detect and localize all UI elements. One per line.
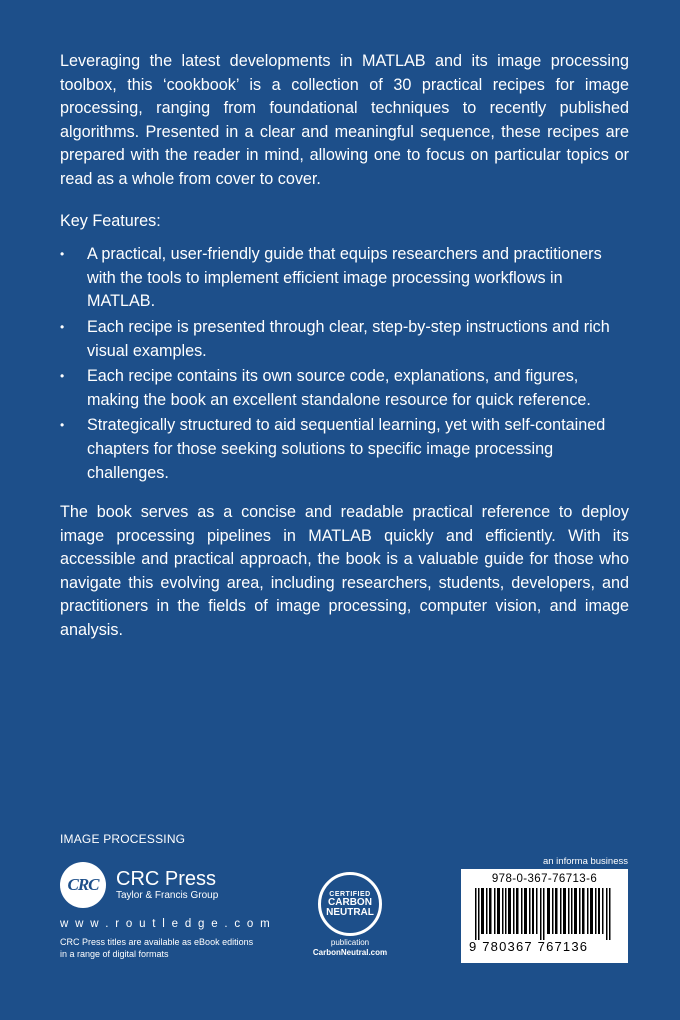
bullet-icon: • (60, 247, 65, 262)
ebook-note-line2: in a range of digital formats (60, 949, 169, 959)
carbon-neutral-badge (300, 872, 400, 957)
ebook-note-line1: CRC Press titles are available as eBook editions (60, 937, 254, 947)
back-cover-text (60, 50, 629, 643)
carbon-neutral-icon: CERTIFIED CARBON NEUTRAL (318, 872, 382, 936)
publisher-block (60, 862, 300, 960)
publisher-group: Taylor & Francis Group (116, 890, 219, 901)
summary-paragraph: The book serves as a concise and readable practical reference to deploy image processing pipelines in MATLAB quickly and efficiently. With its accessible and practical approach, the book is a valuable guide for those who navigate this evolving area, including researchers, students, developers, and practitioners in the fields of image processing, computer vision, and image analysis. (60, 503, 629, 640)
list-item: • Each recipe contains its own source code, explanations, and figures, making the book an excellent standalone resource for quick reference. (60, 367, 591, 409)
isbn-number: 978-0-367-76713-6 (491, 873, 598, 885)
bullet-icon: • (60, 418, 65, 433)
isbn-barcode-digits: 9 780367 767136 (469, 939, 589, 954)
carbon-url: CarbonNeutral.com (312, 948, 388, 957)
bullet-icon: • (60, 319, 65, 334)
carbon-publication-label: publication (330, 938, 370, 947)
key-features-list (60, 243, 629, 485)
isbn-barcode-box (461, 869, 628, 963)
publisher-name: CRC Press (116, 868, 217, 890)
key-features-heading: Key Features: (60, 211, 161, 230)
list-item: • A practical, user-friendly guide that equips researchers and practitioners with the tools to implement efficient image processing workflows in MATLAB. (60, 245, 602, 311)
list-item: • Each recipe is presented through clear, step-by-step instructions and rich visual examples. (60, 317, 610, 360)
informa-tagline: an informa business (542, 856, 628, 867)
publisher-url[interactable]: w w w . r o u t l e d g e . c o m (60, 918, 272, 930)
subject-category: IMAGE PROCESSING (60, 832, 186, 846)
crc-logo-icon: CRC (60, 862, 106, 908)
list-item: • Strategically structured to aid sequential learning, yet with self-contained chapters for those seeking solutions to specific image processing challenges. (60, 416, 606, 482)
barcode-icon (469, 888, 620, 940)
bullet-icon: • (60, 369, 65, 384)
intro-paragraph: Leveraging the latest developments in MATLAB and its image processing toolbox, this ‘cookbook’ is a collection of 30 practical recipes for image processing, ranging from foundational techniques to recently published algorithms. Presented in a clear and meaningful sequence, these recipes are prepared with the reader in mind, allowing one to focus on particular topics or read as a whole from cover to cover. (60, 52, 629, 188)
